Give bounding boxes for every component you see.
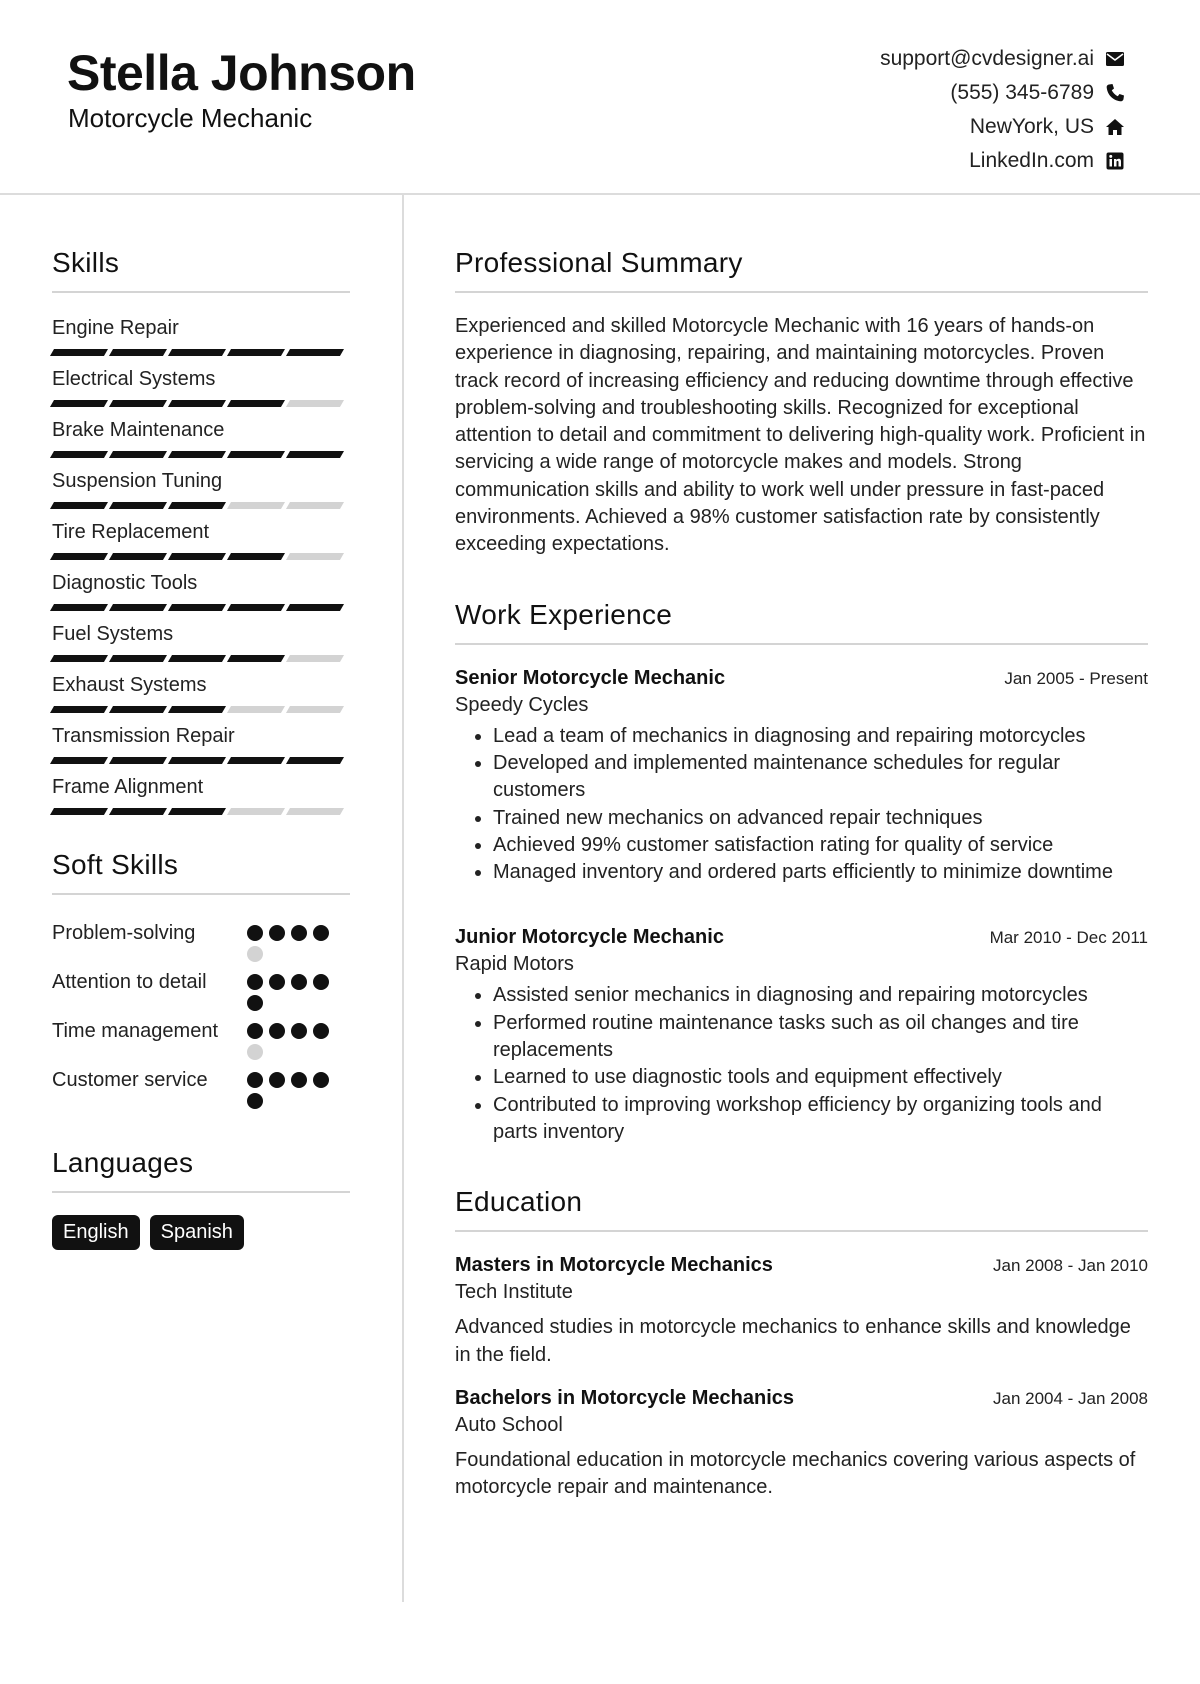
skill-item xyxy=(52,468,350,509)
job-bullet: • Lead a team of mechanics in diagnosing and repairing motorcycles xyxy=(493,723,1148,750)
education-entry-head xyxy=(455,1254,1148,1277)
contact-linkedin[interactable] xyxy=(880,144,1126,178)
skill-level-segment xyxy=(50,808,108,815)
skill-level-segment xyxy=(168,451,226,458)
skill-level-segment xyxy=(168,349,226,356)
job-date: Mar 2010 - Dec 2011 xyxy=(989,928,1148,948)
skill-level-bar xyxy=(52,808,350,815)
skill-name: Diagnostic Tools xyxy=(52,572,198,594)
skill-name: Brake Maintenance xyxy=(52,419,225,441)
soft-skill-level-dot xyxy=(247,925,263,941)
skill-level-segment xyxy=(227,808,285,815)
skill-name: Frame Alignment xyxy=(52,776,204,798)
soft-skill-level-dot xyxy=(291,1023,307,1039)
skill-level-bar xyxy=(52,502,350,509)
skill-name: Tire Replacement xyxy=(52,521,210,543)
soft-skill-level-dots xyxy=(247,1017,337,1060)
job-date: Jan 2005 - Present xyxy=(1004,668,1148,688)
skill-item xyxy=(52,417,350,458)
skill-level-segment xyxy=(286,757,344,764)
education-list xyxy=(455,1254,1148,1501)
skill-level-segment xyxy=(50,706,108,713)
soft-skill-level-dot xyxy=(247,1072,263,1088)
skill-level-segment xyxy=(286,349,344,356)
experience-list xyxy=(455,667,1148,1147)
education-title: Education xyxy=(455,1186,1148,1232)
skill-level-segment xyxy=(227,553,285,560)
skill-level-segment xyxy=(109,502,167,509)
degree-title: Masters in Motorcycle Mechanics xyxy=(455,1254,773,1277)
contact-phone-text[interactable]: (555) 345-6789 xyxy=(950,81,1094,104)
soft-skill-item xyxy=(52,968,350,1011)
job-bullet: • Learned to use diagnostic tools and equipment effectively xyxy=(493,1064,1148,1091)
skill-level-segment xyxy=(227,655,285,662)
contact-linkedin-text[interactable]: LinkedIn.com xyxy=(969,149,1094,172)
skill-item xyxy=(52,723,350,764)
skill-level-segment xyxy=(50,400,108,407)
soft-skill-level-dot xyxy=(247,995,263,1011)
soft-skill-item xyxy=(52,1066,350,1109)
experience-title: Work Experience xyxy=(455,599,1148,645)
skill-level-segment xyxy=(109,808,167,815)
job-bullet: • Performed routine maintenance tasks such as oil changes and tire replacements xyxy=(493,1010,1148,1065)
skill-level-segment xyxy=(286,706,344,713)
soft-skill-level-dots xyxy=(247,1066,337,1109)
right-column xyxy=(455,247,1148,1501)
skill-level-segment xyxy=(168,604,226,611)
education-description: Advanced studies in motorcycle mechanics to enhance skills and knowledge in the field. xyxy=(455,1316,1131,1366)
skill-name: Exhaust Systems xyxy=(52,674,207,696)
soft-skill-level-dot xyxy=(269,925,285,941)
skill-level-bar xyxy=(52,553,350,560)
skill-level-bar xyxy=(52,451,350,458)
skill-level-bar xyxy=(52,655,350,662)
language-badge: English xyxy=(52,1215,140,1250)
job-title: Junior Motorcycle Mechanic xyxy=(455,926,724,949)
skill-level-segment xyxy=(168,808,226,815)
skill-level-segment xyxy=(168,400,226,407)
skill-level-bar xyxy=(52,604,350,611)
home-icon xyxy=(1104,116,1126,138)
job-bullet: • Assisted senior mechanics in diagnosing and repairing motorcycles xyxy=(493,982,1148,1009)
skill-level-segment xyxy=(227,706,285,713)
experience-entry xyxy=(455,926,1148,1146)
experience-entry xyxy=(455,667,1148,887)
soft-skill-level-dot xyxy=(247,1093,263,1109)
soft-skills-title: Soft Skills xyxy=(52,849,350,895)
skill-level-segment xyxy=(168,655,226,662)
company-name: Rapid Motors xyxy=(455,953,574,976)
skill-level-segment xyxy=(50,502,108,509)
soft-skill-level-dot xyxy=(269,1023,285,1039)
contact-location xyxy=(880,110,1126,144)
skill-item xyxy=(52,672,350,713)
education-date: Jan 2004 - Jan 2008 xyxy=(992,1388,1148,1408)
skill-level-segment xyxy=(109,349,167,356)
contact-email-text[interactable]: support@cvdesigner.ai xyxy=(880,47,1094,70)
soft-skill-level-dots xyxy=(247,968,337,1011)
school-name: Tech Institute xyxy=(455,1281,573,1304)
skill-level-segment xyxy=(50,655,108,662)
soft-skill-level-dot xyxy=(313,1023,329,1039)
left-column xyxy=(52,247,350,1250)
summary-text: Experienced and skilled Motorcycle Mechanic with 16 years of hands-on experience in diagnosing, repairing, and maintaining motorcycles. Proven track record of increasing efficiency and reducing downtime through effective problem-solving and troubleshooting skills. Recognized for exceptional attention to detail and commitment to delivering high-quality work. Proficient in servicing a wide range of motorcycle makes and models. Strong communication skills and ability to work well under pressure in fast-paced environments. Achieved a 98% customer satisfaction rate by consistently exceeding expectations. xyxy=(455,315,1146,556)
job-bullet: • Managed inventory and ordered parts efficiently to minimize downtime xyxy=(493,859,1148,886)
languages-list xyxy=(52,1215,350,1250)
skill-level-segment xyxy=(50,451,108,458)
skill-level-segment xyxy=(286,451,344,458)
job-bullet: • Contributed to improving workshop efficiency by organizing tools and parts inventory xyxy=(493,1092,1148,1147)
skill-level-bar xyxy=(52,349,350,356)
skill-level-segment xyxy=(168,706,226,713)
skill-item xyxy=(52,570,350,611)
skill-level-bar xyxy=(52,706,350,713)
soft-skill-item xyxy=(52,919,350,962)
skill-level-segment xyxy=(109,655,167,662)
skill-level-segment xyxy=(109,400,167,407)
soft-skill-level-dot xyxy=(291,925,307,941)
skill-level-segment xyxy=(286,655,344,662)
resume-header xyxy=(0,0,1200,195)
languages-title: Languages xyxy=(52,1147,350,1193)
candidate-name: Stella Johnson xyxy=(67,45,416,101)
skill-level-segment xyxy=(50,604,108,611)
skills-title: Skills xyxy=(52,247,350,293)
education-date: Jan 2008 - Jan 2010 xyxy=(992,1256,1148,1276)
skill-level-segment xyxy=(109,451,167,458)
soft-skill-level-dot xyxy=(269,974,285,990)
summary-title: Professional Summary xyxy=(455,247,1148,293)
soft-skill-name: Customer service xyxy=(52,1069,208,1091)
skill-item xyxy=(52,366,350,407)
education-entry-head xyxy=(455,1387,1148,1410)
skill-level-segment xyxy=(286,553,344,560)
job-bullet: • Developed and implemented maintenance schedules for regular customers xyxy=(493,750,1148,805)
skill-level-segment xyxy=(50,349,108,356)
contact-phone[interactable] xyxy=(880,76,1126,110)
soft-skill-level-dot xyxy=(247,946,263,962)
skill-level-segment xyxy=(168,553,226,560)
skill-level-segment xyxy=(286,808,344,815)
experience-entry-head xyxy=(455,926,1148,949)
school-name: Auto School xyxy=(455,1413,563,1436)
skill-level-segment xyxy=(286,400,344,407)
envelope-icon xyxy=(1104,48,1126,70)
soft-skill-level-dot xyxy=(247,1044,263,1060)
soft-skill-level-dots xyxy=(247,919,337,962)
job-bullet: • Achieved 99% customer satisfaction rating for quality of service xyxy=(493,832,1148,859)
soft-skill-level-dot xyxy=(269,1072,285,1088)
job-title: Senior Motorcycle Mechanic xyxy=(455,666,726,689)
soft-skill-level-dot xyxy=(313,1072,329,1088)
company-name: Speedy Cycles xyxy=(455,693,589,716)
job-bullet-list xyxy=(455,723,1148,887)
education-entry xyxy=(455,1254,1148,1369)
job-bullet: • Trained new mechanics on advanced repair techniques xyxy=(493,805,1148,832)
skill-level-bar xyxy=(52,400,350,407)
soft-skills-list xyxy=(52,919,350,1109)
soft-skill-level-dot xyxy=(247,1023,263,1039)
skill-level-segment xyxy=(286,502,344,509)
skill-name: Electrical Systems xyxy=(52,368,216,390)
skill-item xyxy=(52,621,350,662)
soft-skill-level-dot xyxy=(291,1072,307,1088)
skill-level-segment xyxy=(227,502,285,509)
skill-level-segment xyxy=(227,757,285,764)
candidate-role: Motorcycle Mechanic xyxy=(68,103,313,133)
skills-list xyxy=(52,315,350,815)
skill-level-segment xyxy=(227,451,285,458)
skill-name: Transmission Repair xyxy=(52,725,235,747)
skill-level-segment xyxy=(109,706,167,713)
skill-name: Engine Repair xyxy=(52,317,179,339)
soft-skill-level-dot xyxy=(313,925,329,941)
linkedin-icon xyxy=(1104,150,1126,172)
soft-skill-name: Time management xyxy=(52,1020,218,1042)
skill-level-segment xyxy=(109,604,167,611)
soft-skill-name: Attention to detail xyxy=(52,971,207,993)
skill-item xyxy=(52,315,350,356)
skill-item xyxy=(52,774,350,815)
experience-entry-head xyxy=(455,667,1148,690)
skill-item xyxy=(52,519,350,560)
skill-level-segment xyxy=(168,757,226,764)
contact-list xyxy=(880,42,1126,178)
skill-level-segment xyxy=(227,349,285,356)
phone-icon xyxy=(1104,82,1126,104)
soft-skill-name: Problem-solving xyxy=(52,922,196,944)
language-badge: Spanish xyxy=(150,1215,244,1250)
skill-level-segment xyxy=(168,502,226,509)
contact-location-text: NewYork, US xyxy=(969,115,1094,138)
education-description: Foundational education in motorcycle mechanics covering various aspects of motorcycle repair and maintenance. xyxy=(455,1448,1136,1499)
contact-email[interactable] xyxy=(880,42,1126,76)
soft-skill-item xyxy=(52,1017,350,1060)
skill-name: Fuel Systems xyxy=(52,623,174,645)
skill-name: Suspension Tuning xyxy=(52,470,223,492)
soft-skill-level-dot xyxy=(313,974,329,990)
skill-level-segment xyxy=(50,553,108,560)
skill-level-segment xyxy=(227,400,285,407)
soft-skill-level-dot xyxy=(247,974,263,990)
education-entry xyxy=(455,1387,1148,1502)
skill-level-segment xyxy=(109,553,167,560)
column-divider xyxy=(402,195,404,1602)
job-bullet-list xyxy=(455,982,1148,1146)
skill-level-bar xyxy=(52,757,350,764)
soft-skill-level-dot xyxy=(291,974,307,990)
skill-level-segment xyxy=(50,757,108,764)
skill-level-segment xyxy=(286,604,344,611)
skill-level-segment xyxy=(227,604,285,611)
skill-level-segment xyxy=(109,757,167,764)
degree-title: Bachelors in Motorcycle Mechanics xyxy=(455,1386,795,1409)
